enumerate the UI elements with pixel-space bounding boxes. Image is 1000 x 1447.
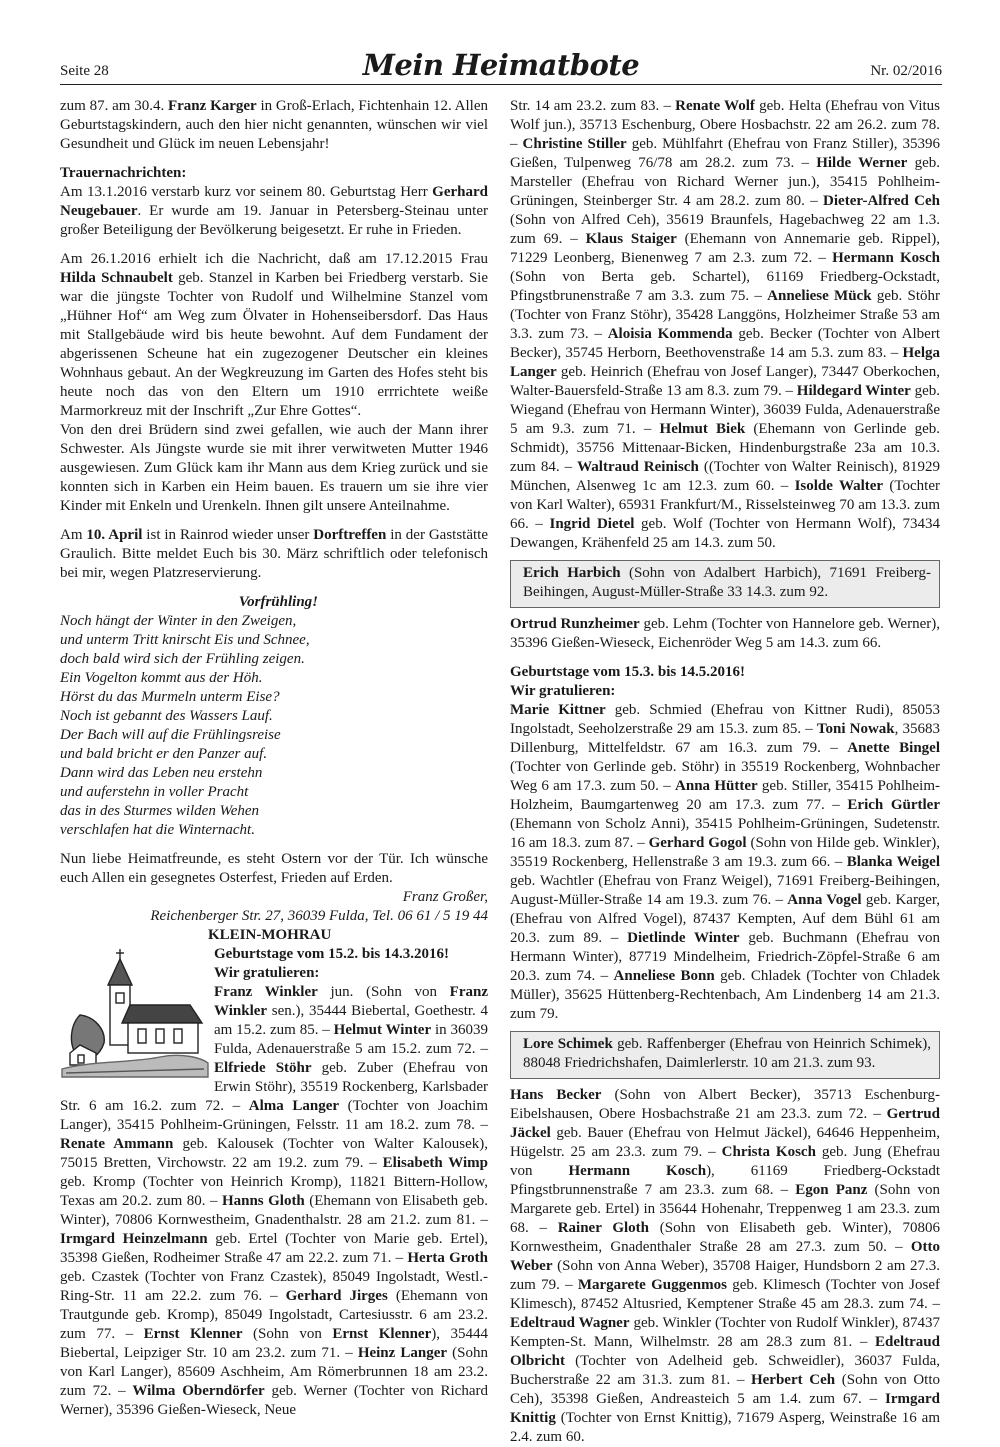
masthead-title: Mein Heimatbote [362, 48, 640, 82]
dorftreffen-paragraph: Am 10. April ist in Rainrod wieder unser Dorftreffen in der Gaststätte Graulich. Bitte meldet Euch bis 30. März schriftlich oder telefonisch bei mir, wegen Platzreservierung. [60, 527, 488, 581]
poem-line: verschlafen hat die Winternacht. [60, 822, 255, 838]
birthday-list-continued: Str. 14 am 23.2. zum 83. – Renate Wolf geb. Helta (Ehefrau von Vitus Wolf jun.), 35713 Eschenburg, Obere Hosbachstr. 22 am 26.2. zum 78. – Christine Stiller geb. Mühlfahrt (Ehefrau von Franz Stiller), 35396 Gießen, Tulpenweg 76/78 am 28.2. zum 73. – Hilde Werner geb. Marsteller (Ehefrau von Richard Werner jun.), 35415 Pohlheim-Grüningen, Steinberger Str. 4 am 28.2. zum 80. – Dieter-Alfred Ceh (Sohn von Alfred Ceh), 35619 Braunfels, Hagebachweg 22 am 1.3. zum 69. – Klaus Staiger (Ehemann von Annemarie geb. Rippel), 71229 Leonberg, Bienenweg 7 am 2.3. zum 72. – Hermann Kosch (Sohn von Berta geb. Schartel), 61169 Friedberg-Ockstadt, Pfingstbrunenstraße 7 am 3.3. zum 75. – Anneliese Mück geb. Stöhr (Tochter von Franz Stöhr), 35428 Langgöns, Holzheimer Straße 53 am 3.3. zum 73. – Aloisia Kommenda geb. Becker (Tochter von Albert Becker), 35745 Herborn, Beethovenstraße 14 am 5.3. zum 83. – Helga Langer geb. Heinrich (Ehefrau von Josef Langer), 73447 Oberkochen, Walter-Bauersfeld-Straße 13 am 8.3. zum 79. – Hildegard Winter geb. Wiegand (Ehefrau von Hermann Winter), 36039 Fulda, Adenauerstraße 5 am 9.3. zum 71. – Helmut Biek (Ehemann von Gerlinde geb. Schmidt), 35756 Mittenaar-Bicken, Hindenburgstraße 23a am 10.3. zum 84. – Waltraud Reinisch ((Tochter von Walter Reinisch), 81929 München, Alsenweg 1c am 12.3. zum 60. – Isolde Walter (Tochter von Karl Walter), 65931 Frankfurt/M., Risselsteinweg 70 am 13.3. zum 66. – Ingrid Dietel geb. Wolf (Tochter von Hermann Wolf), 73434 Dewangen, Krähenfeld 25 am 14.3. zum 50. [510, 98, 941, 551]
poem-line: Hörst du das Murmeln unterm Eise? [60, 689, 280, 705]
page-header [60, 44, 942, 85]
poem-title: Vorfrühling! [238, 594, 318, 610]
page-number: Seite 28 [60, 63, 109, 79]
poem-line: Noch ist gebannt des Wassers Lauf. [60, 708, 273, 724]
birthday-list-2: Marie Kittner geb. Schmied (Ehefrau von Kittner Rudi), 85053 Ingolstadt, Seeholzerstraße 29 am 15.3. zum 85. – Toni Nowak, 35683 Dillenburg, Mittelfeldstr. 67 am 16.3. zum 79. – Anette Bingel (Tochter von Gerlinde geb. Stöhr) in 35519 Rockenberg, Wohnbacher Weg 6 am 17.3. zum 50. – Anna Hütter geb. Stiller, 35415 Pohlheim-Holzheim, Baumgartenweg 20 am 17.3. zum 77. – Erich Gürtler (Ehemann von Scholz Anni), 35415 Pohlheim-Grüningen, Sudetenstr. 16 am 18.3. zum 87. – Gerhard Gogol (Sohn von Hilde geb. Winkler), 35519 Rockenberg, Hellenstraße 3 am 19.3. zum 66. – Blanka Weigel geb. Wachtler (Ehefrau von Franz Weigel), 71691 Freiberg-Beihingen, August-Müller-Straße 14 am 19.3. zum 76. – Anna Vogel geb. Karger, (Ehefrau von Alfred Vogel), 87437 Kempten, Auf dem Bühl 61 am 20.3. zum 89. – Dietlinde Winter geb. Buchmann (Ehefrau von Hermann Winter), 87719 Mindelheim, Friedrich-Zöpfel-Straße 6 am 20.3. zum 74. – Anneliese Bonn geb. Chladek (Tochter von Chladek Müller), 35625 Hüttenberg-Rechtenbach, Am Lindenberg 14 am 21.3. zum 79. [510, 702, 941, 1022]
intro-paragraph: zum 87. am 30.4. Franz Karger in Groß-Erlach, Fichtenhain 12. Allen Geburtstagskindern, auch den hier nicht genannten, wünschen wir viel Gesundheit und Glück im neuen Lebensjahr! [60, 98, 489, 152]
highlight-box-2-text: Lore Schimek geb. Raffenberger (Ehefrau von Heinrich Schimek), 88048 Friedrichshafen, Daimlerlerstr. 10 am 21.3. zum 93. [523, 1036, 931, 1071]
left-column [60, 97, 488, 1420]
issue-number: Nr. 02/2016 [870, 63, 942, 79]
section-title-klein-mohrau: KLEIN-MOHRAU [208, 927, 332, 943]
church-drawing-icon [60, 945, 210, 1083]
trauer-paragraph-2: Am 26.1.2016 erhielt ich die Nachricht, daß am 17.12.2015 Frau Hilda Schnaubelt geb. Stanzel in Karben bei Friedberg verstarb. Sie war die jüngste Tochter von Rudolf und Wilhelmine Stanzel vom „Hühner Hof“ am Weg zum Ölvater in Hohenseibersdorf. Das Haus mit Stallgebäude wird bis heute bewohnt. Auf dem Fundament der abgerissenen Scheune hat ein zugezogener Deutscher ein kleines Wohnhaus gebaut. An der Wegkreuzung im Garten des Hofes steht bis heute noch das von den Eltern um 1910 errrichtete weiße Marmorkreuz mit der Inschrift „Zur Ehre Gottes“. [60, 251, 488, 419]
geb-heading-2: Wir gratulieren: [510, 683, 616, 699]
poem-line: Noch hängt der Winter in den Zweigen, [60, 613, 297, 629]
right-column [510, 97, 940, 1447]
klein-geb-heading-2: Wir gratulieren: [214, 965, 320, 981]
poem-line: und auferstehn in voller Pracht [60, 784, 249, 800]
poem-line: doch bald wird sich der Frühling zeigen. [60, 651, 305, 667]
poem-line: Dann wird das Leben neu erstehn [60, 765, 263, 781]
poem-line: und unterm Tritt knirscht Eis und Schnee, [60, 632, 310, 648]
klein-birthday-list: Franz Winkler jun. (Sohn von Franz Winkler sen.), 35444 Biebertal, Goethestr. 4 am 15.2. zum 85. – Helmut Winter in 36039 Fulda, Adenauerstraße 5 am 15.2. zum 72. – Elfriede Stöhr geb. Zuber (Ehefrau von Erwin Stöhr), 35519 Rockenberg, Karlsbader Str. 6 am 16.2. zum 72. – Alma Langer (Tochter von Joachim Langer), 35415 Pohlheim-Grüningen, Felsstr. 11 am 18.2. zum 78. – Renate Ammann geb. Kalousek (Tochter von Walter Kalousek), 75015 Bretten, Virchowstr. 22 am 19.2. zum 79. – Elisabeth Wimp geb. Kromp (Tochter von Heinrich Kromp), 11821 Bittern-Hollow, Texas am 20.2. zum 80. – Hanns Gloth (Ehemann von Elisabeth geb. Winter), 70806 Kornwestheim, Gnadenthalstr. 28 am 21.2. zum 81. – Irmgard Heinzelmann geb. Ertel (Tochter von Marie geb. Ertel), 35398 Gießen, Rodheimer Straße 47 am 22.2. zum 71. – Herta Groth geb. Czastek (Tochter von Franz Czastek), 85049 Ingolstadt, Westl.- Ring-Str. 11 am 22.2. zum 76. – Gerhard Jirges (Ehemann von Trautgunde geb. Kromp), 85049 Ingolstadt, Cartesiusstr. 6 am 23.2. zum 77. – Ernst Klenner (Sohn von Ernst Klenner), 35444 Biebertal, Leipziger Str. 10 am 23.2. zum 71. – Heinz Langer (Sohn von Karl Langer), 85609 Aschheim, Am Römerbrunnen 18 am 23.2. zum 72. – Wilma Oberndörfer geb. Werner (Tochter von Richard Werner), 35396 Gießen-Wieseck, Neue [60, 984, 489, 1418]
poem-line: und bald bricht er den Panzer auf. [60, 746, 268, 762]
poem-line: Der Bach will auf die Frühlingsreise [60, 727, 281, 743]
trauer-paragraph-3: Von den drei Brüdern sind zwei gefallen, wie auch der Mann ihrer Schwester. Als Jüngste wurde sie mit ihrer verwitweten Mutter 1946 ausgewiesen. Zum Glück kam ihr Mann aus dem Krieg zurück und sie konnten sich in Karben ein Heim bauen. Es trauern um sie ihre vier Kinder mit Enkeln und Urenkeln. Ihnen gilt unsere Anteilnahme. [60, 422, 488, 514]
signature-name: Franz Großer, [402, 889, 488, 905]
highlight-box-1 [510, 560, 940, 608]
trauer-heading: Trauernachrichten: [60, 165, 187, 181]
poem-line: das in des Sturmes wilden Wehen [60, 803, 260, 819]
trauer-paragraph-1: Am 13.1.2016 verstarb kurz vor seinem 80. Geburtstag Herr Gerhard Neugebauer. Er wurde am 19. Januar in Petersberg-Steinau unter großer Beteiligung der Bevölkerung beigesetzt. Er ruhe in Frieden. [60, 184, 488, 238]
ortrud-entry: Ortrud Runzheimer geb. Lehm (Tochter von Hannelore geb. Werner), 35396 Gießen-Wieseck, Eichenröder Weg 5 am 14.3. zum 66. [510, 616, 940, 651]
geb-heading-1: Geburtstage vom 15.3. bis 14.5.2016! [510, 664, 745, 680]
highlight-box-1-text: Erich Harbich (Sohn von Adalbert Harbich), 71691 Freiberg-Beihingen, August-Müller-Straße 33 14.3. zum 92. [523, 565, 931, 600]
poem [60, 612, 488, 840]
signature-address: Reichenberger Str. 27, 36039 Fulda, Tel. 06 61 / 5 19 44 [150, 908, 488, 924]
poem-line: Ein Vogelton kommt aus der Höh. [60, 670, 263, 686]
ostern-paragraph: Nun liebe Heimatfreunde, es steht Ostern vor der Tür. Ich wünsche euch Allen ein gesegnetes Osterfest, Frieden auf Erden. [60, 851, 488, 886]
church-illustration [60, 945, 210, 1083]
highlight-box-2 [510, 1031, 940, 1079]
klein-geb-heading-1: Geburtstage vom 15.2. bis 14.3.2016! [214, 946, 449, 962]
birthday-list-3: Hans Becker (Sohn von Albert Becker), 35713 Eschenburg-Eibelshausen, Obere Hosbachstraße 21 am 23.3. zum 72. – Gertrud Jäckel geb. Bauer (Ehefrau von Helmut Jäckel), 64646 Heppenheim, Hügelstr. 25 am 23.3. zum 79. – Christa Kosch geb. Jung (Ehefrau von Hermann Kosch), 61169 Friedberg-Ockstadt Pfingstbrunnenstraße 7 am 23.3. zum 68. – Egon Panz (Sohn von Margarete geb. Ertel) in 35644 Hohenahr, Treppenweg 1 am 23.3. zum 68. – Rainer Gloth (Sohn von Elisabeth geb. Winter), 70806 Kornwestheim, Gnadenthaler Straße 28 am 27.3. zum 50. – Otto Weber (Sohn von Anna Weber), 35708 Haiger, Hundsborn 2 am 27.3. zum 79. – Margarete Guggenmos geb. Klimesch (Tochter von Josef Klimesch), 87452 Altusried, Kemptener Straße 45 am 28.3. zum 74. – Edeltraud Wagner geb. Winkler (Tochter von Rudolf Winkler), 87437 Kempten-St. Mann, Wilhelmstr. 28 am 28.3 zum 81. – Edeltraud Olbricht (Tochter von Adelheid geb. Schweidler), 36037 Fulda, Bucherstraße 22 am 31.3. zum 81. – Herbert Ceh (Sohn von Otto Ceh), 35398 Gießen, Andreasteich 5 am 1.4. zum 67. – Irmgard Knittig (Tochter von Ernst Knittig), 71679 Asperg, Weinstraße 16 am 2.4. zum 60. [510, 1087, 941, 1445]
